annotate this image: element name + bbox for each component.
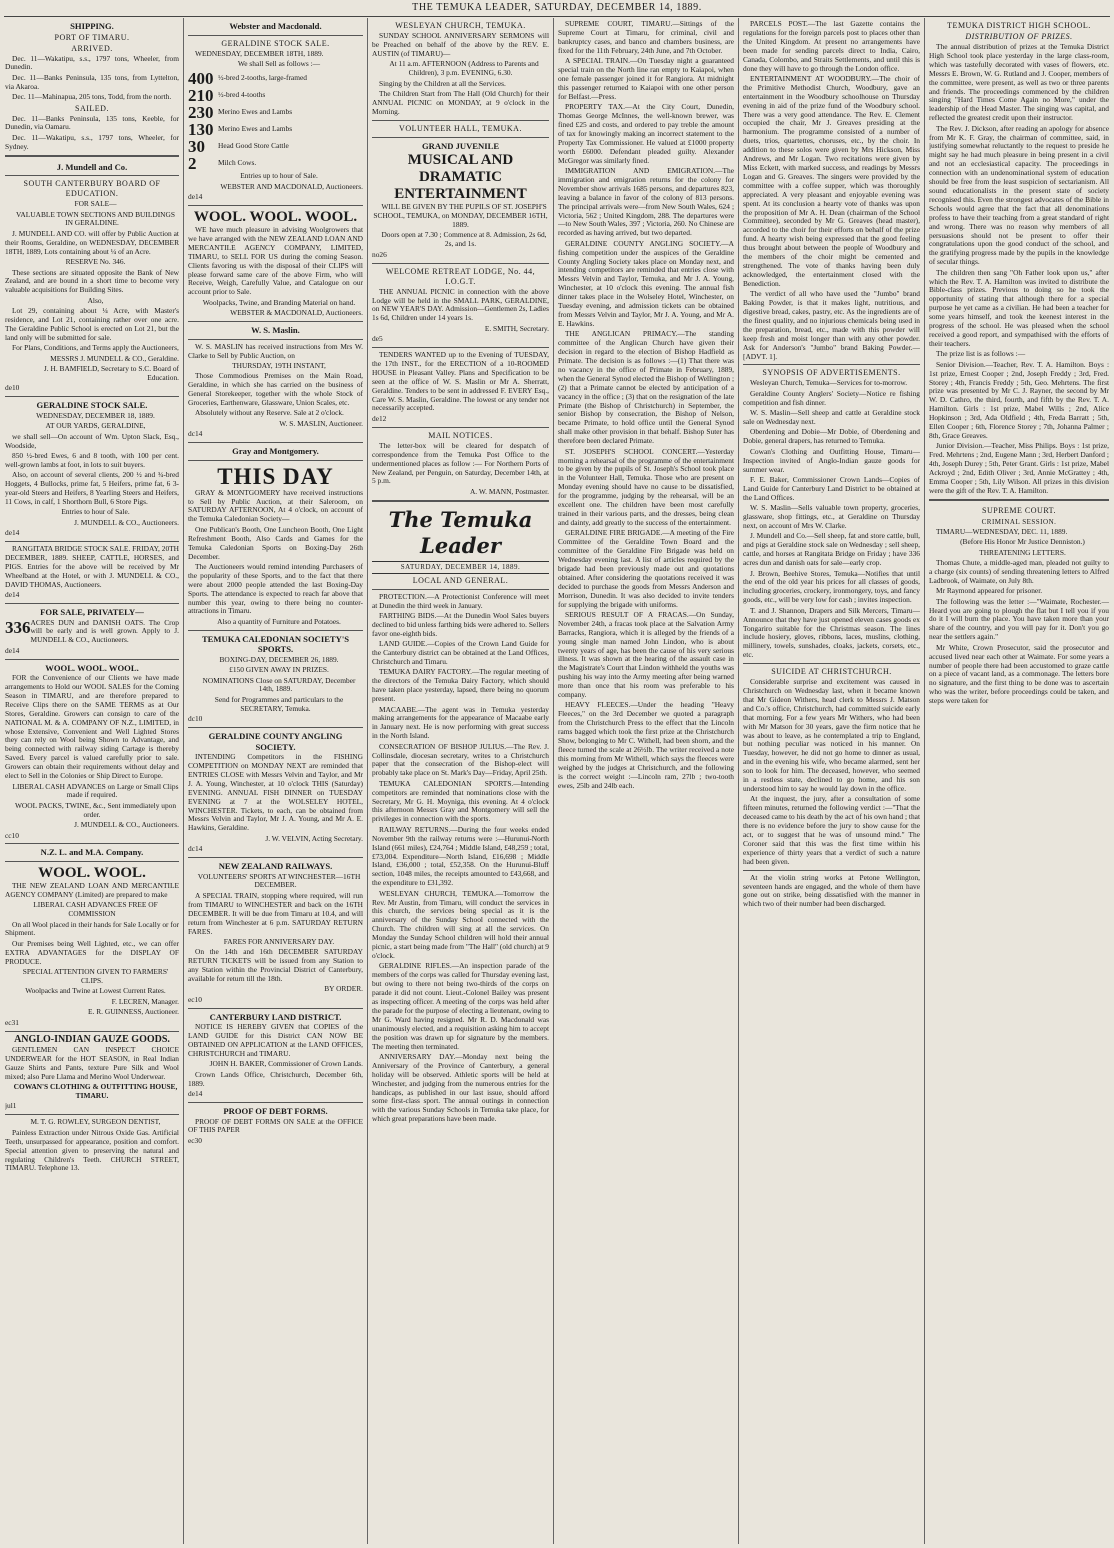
advertiser-heading: W. S. Maslin. bbox=[251, 325, 300, 336]
ad-text: A SPECIAL TRAIN, stopping where required, will run from TIMARU to WINCHESTER and back on the 16TH DECEMBER. It will be due from Timaru at 10.4, and will return from Winchester at 6 p.m. SATURDAY RETURN FARES. bbox=[188, 890, 363, 936]
synopsis-item: J. Mundell and Co.—Sell sheep, fat and store cattle, bull, and pigs at Geraldine stock sale on Wednesday ; sell sheep, cattle, and horses at Rangitata Bridge on Friday ; have 336 acres dun and danish oats for sale—early crop. bbox=[743, 531, 920, 568]
ad-text: WE have much pleasure in advising Woolgrowers that we have arranged with the NEW ZEALAND LOAN AND MERCANTILE AGENCY COMPANY, LIMITED, TIMARU, to SELL FOR US during the coming Season. Clients favoring us with the disposal of their CLIPS will please forward same care of the above Firm, who will Receive, Weigh, Carefully Value, and Catalogue on our account prior to Sale. bbox=[188, 225, 363, 297]
ad-line: SPECIAL ATTENTION GIVEN TO FARMERS' CLIPS. bbox=[22, 967, 169, 985]
divider bbox=[372, 347, 549, 348]
divider bbox=[188, 1102, 363, 1103]
column-rule bbox=[367, 18, 368, 1544]
issue-dateline: SATURDAY, DECEMBER 14, 1889. bbox=[372, 561, 549, 574]
divider bbox=[743, 364, 920, 365]
news-paragraph: The verdict of all who have used the "Jumbo" brand Baking Powder, is that it makes light, nutritious, and digestive bread, cakes, pastry, etc. As the ingredients are of the finest quality, and no injurious chemicals being used in the preparation, bread, etc., made with this powder will keep fresh and moist longer than with any other powder. Ask for Anderson's "Jumbo" brand Baking Powder.—[ADVT. 1]. bbox=[743, 289, 920, 361]
ad-heading: PROOF OF DEBT FORMS. bbox=[223, 1106, 328, 1116]
divider bbox=[5, 861, 179, 862]
ad-text: The Auctioneers would remind intending Purchasers of the popularity of these Sports, and to the fact that there were about 2000 people attended the last Boxing-Day Sports. The attendance is expected to reach far above that number this year, owing to there being no counter-attractions in Timaru. bbox=[188, 561, 363, 616]
ad-signature: J. H. BAMFIELD, Secretary to S.C. Board of Education. bbox=[43, 364, 179, 382]
ad-title: MUSICAL AND DRAMATIC ENTERTAINMENT bbox=[394, 152, 527, 203]
ad-line: Woolpacks, Twine, and Branding Material on hand. bbox=[202, 297, 356, 307]
ad-block bbox=[5, 619, 179, 647]
ad-line: FARES FOR ANNIVERSARY DAY. bbox=[223, 936, 335, 946]
ad-text: W. S. MASLIN has received instructions from Mrs W. Clarke to Sell by Public Auction, on bbox=[188, 341, 363, 360]
ad-line: RESERVE No. 346. bbox=[65, 257, 126, 267]
column-1 bbox=[5, 20, 179, 1544]
ad-text: The Children Start from The Hall (Old Church) for their ANNUAL PICNIC on MONDAY, at 9 o'clock in the Morning. bbox=[372, 88, 549, 116]
divider bbox=[5, 541, 179, 542]
section-heading: SYNOPSIS OF ADVERTISEMENTS. bbox=[762, 368, 901, 378]
ad-line: Also, bbox=[87, 295, 104, 305]
sailing: Dec. 11—Banks Peninsula, 135 tons, Keeble, for Dunedin, via Oamaru. bbox=[5, 113, 179, 132]
lot-quantity: 2 bbox=[188, 154, 197, 174]
case-heading: THREATENING LETTERS. bbox=[979, 547, 1066, 557]
lot-quantity: 30 bbox=[188, 137, 205, 157]
newspaper-nameplate: The Temuka Leader bbox=[388, 506, 533, 558]
ad-text: INTENDING Competitors in the FISHING COMPETITION on MONDAY NEXT are reminded that ENTRIES CLOSE with Messrs Velvin and Taylor, and Mr J. A. Young, Winchester, at 10 o'clock THIS (Saturday) EVENING. ANNUAL FISH DINNER on TUESDAY EVENING at 7 at the WOLSELEY HOTEL, WINCHESTER. Tickets, to each, can be obtained from Messrs Velvin and Taylor, Mr J. A. Young, and Mr A. E. Hawkins, Geraldine. bbox=[188, 752, 363, 833]
divider bbox=[372, 120, 549, 121]
ad-signature: BY ORDER. bbox=[324, 984, 363, 994]
news-paragraph: IMMIGRATION AND EMIGRATION.—The immigration and emigration returns for the colony for November show arrivals 1685 persons, and departures 823, leaving a balance in favor of the colony of 813 persons. The principal arrivals were—from New South Wales, 624 ; Victoria, 562 ; United Kingdom, 288. The departures were—to New South Wales, 397 ; Victoria, 260. No Chinese are recorded as having arrived, but two departed. bbox=[558, 166, 734, 238]
synopsis-item: Geraldine County Anglers' Society—Notice re fishing competition and fish dinner. bbox=[743, 388, 920, 407]
ad-code: de5 bbox=[372, 334, 383, 344]
arrival: Dec. 11—Mahinapua, 205 tons, Todd, from the north. bbox=[12, 92, 172, 102]
ad-heading: GERALDINE COUNTY ANGLING SOCIETY. bbox=[208, 731, 343, 752]
divider bbox=[188, 35, 363, 36]
ad-text: SUNDAY SCHOOL ANNIVERSARY SERMONS will be Preached on behalf of the above by the REV. E. AUSTIN (of TIMARU)— bbox=[372, 31, 549, 58]
ad-code: cc10 bbox=[5, 830, 19, 840]
ad-line: WEDNESDAY, DECEMBER 18, 1889. bbox=[36, 410, 155, 420]
ad-line: M. T. G. ROWLEY, SURGEON DENTIST, bbox=[30, 1117, 161, 1127]
ad-text: Painless Extraction under Nitrous Oxide Gas. Artificial Teeth, unsurpassed for appearance, position and comfort. Special attention given to preserving the natural and regulating Children's Teeth. CHURCH STREET, TIMARU. Telephone 13. bbox=[5, 1127, 179, 1173]
divider bbox=[929, 499, 1109, 503]
lot-description: Head Good Store Cattle bbox=[218, 141, 289, 151]
ad-heading: NEW ZEALAND RAILWAYS. bbox=[218, 861, 333, 872]
news-paragraph: A SPECIAL TRAIN.—On Tuesday night a guaranteed special train on the North line ran empty to Kaiapoi, when one female passenger joined it for Rangiora. At midnight this passenger returned to Kaiapoi with one other person for Belfast.—Press. bbox=[558, 56, 734, 101]
ad-code: dc14 bbox=[188, 429, 203, 439]
news-paragraph: FARTHING BIDS.—At the Dunedin Wool Sales buyers declined to bid unless farthing bids were adhered to. Sellers favor one-eighth bids. bbox=[372, 610, 549, 638]
ad-signature: WEBSTER AND MACDONALD, Auctioneers. bbox=[220, 181, 363, 191]
ad-line: FOR SALE— bbox=[74, 199, 117, 209]
ad-heading: TEMUKA CALEDONIAN SOCIETY'S SPORTS. bbox=[201, 633, 350, 655]
ad-code: de10 bbox=[5, 383, 20, 393]
court-date: TIMARU—WEDNESDAY, DEC. 11, 1889. bbox=[936, 526, 1068, 536]
divider bbox=[188, 339, 363, 340]
news-paragraph: Mr Raymond appeared for prisoner. bbox=[936, 586, 1043, 596]
lot-quantity: 400 bbox=[188, 69, 214, 89]
arrival: Dec. 11—Wakatipu, s.s., 1797 tons, Wheeler, from Dunedin. bbox=[5, 53, 179, 72]
ad-code: de14 bbox=[188, 192, 203, 202]
ad-text: On all Wool placed in their hands for Sale Locally or for Shipment. bbox=[5, 919, 179, 938]
ad-text: RANGITATA BRIDGE STOCK SALE. FRIDAY, 20TH DECEMBER, 1889. SHEEP, CATTLE, HORSES, and PIGS. Entries for the above will be received by Mr Wheelband at the Hotel, or with J. MUNDELL & CO., DAVID THOMAS, Auctioneers. bbox=[5, 544, 179, 589]
ad-text: NOTICE IS HEREBY GIVEN that COPIES of the LAND GUIDE for this District CAN NOW BE OBTAINED ON APPLICATION at the LAND OFFICES, CHRISTCHURCH and TIMARU. bbox=[188, 1022, 363, 1058]
advertiser-heading: Webster and Macdonald. bbox=[229, 21, 322, 31]
lot-row bbox=[188, 121, 363, 138]
ad-heading: FOR SALE, PRIVATELY— bbox=[40, 607, 144, 617]
divider bbox=[5, 1114, 179, 1115]
news-paragraph: ENTERTAINMENT AT WOODBURY.—The choir of the Primitive Methodist Church, Woodbury, gave an entertainment in the Woodbury schoolhouse on Thursday evening in aid of the prize fund of the Woodbury school. There was a very good attendance. The Rev. E. Clement occupied the chair, Mr J. Greaves presiding at the harmonium. The programme consisted of a number of duets, trios, quartettes, choruses, etc., by the choir. In addition to these solos were given by Mrs Hickson, Miss Andrews, and Mr Logan. Two recitations were given by Miss Eckett, with marked success, and readings by Messrs Logan and G. Greaves. The singers were provided by the committee with a coffee supper, which was thoroughly appreciated. A very pleasant and enjoyable evening was spent. At its conclusion a hearty vote of thanks was upon the proposition of Mr A. H. Dean (chairman of the School Committee), seconded by Mr G. Greaves (head master), accorded to the choir for their efforts on behalf of the prize fund. A hearty wish being expressed that the good feeling thus brought about between the people of Woodbury and the members of the choir might be cemented and strengthened. The vote of thanks having been duly acknowledged, the entertainment closed with the Benediction. bbox=[743, 73, 920, 288]
synopsis-item: Cowan's Clothing and Outfitting House, Timaru—Inspection invited of Anglo-Indian gauze goods for summer wear. bbox=[743, 446, 920, 474]
lot-quantity: 130 bbox=[188, 120, 214, 140]
section-heading: LOCAL AND GENERAL. bbox=[412, 575, 509, 585]
section-heading: SUPREME COURT. bbox=[982, 505, 1056, 515]
court-note: (Before His Honor Mr Justice Denniston.) bbox=[960, 537, 1085, 547]
column-4 bbox=[558, 20, 734, 1544]
ad-text: Lot 29, containing about ¼ Acre, with Master's residence, and Lot 21, containing rather over one acre. The Geraldine Public School is erected on Lot 21, but the land only will be submitted for sale. bbox=[5, 306, 179, 342]
arrival: Dec. 11—Banks Peninsula, 135 tons, from Lyttelton, via Akaroa. bbox=[5, 72, 179, 91]
news-paragraph: MACAABE.—The agent was in Temuka yesterday making arrangements for the appearance of Macaabe early in January next. He is now performing with great success in the North Island. bbox=[372, 704, 549, 741]
ad-text: ACRES DUN and DANISH OATS. The Crop will be early and is well grown. Apply to J. MUNDELL & CO., Auctioneers. bbox=[30, 617, 179, 645]
column-rule bbox=[738, 18, 739, 1544]
ad-heading: WELCOME RETREAT LODGE, No. 44, I.O.G.T. bbox=[385, 266, 536, 286]
news-paragraph: The children then sang "Oh Father look upon us," after which the Rev. T. A. Hamilton was invited to distribute the Bible-class prizes. Previous to doing so he took the opportunity of stating that although there for a special purpose he yet came as a civilian. He had been a teacher for some years himself, and took the keenest interest in the progress of the school. He was pleased when the school received a good report, and sympathised with the efforts of their teachers. bbox=[929, 267, 1109, 348]
ad-text: For Plans, Conditions, and Terms apply the Auctioneers, bbox=[12, 343, 179, 353]
news-paragraph: Considerable surprise and excitement was caused in Christchurch on Wednesday last, when it became known that Mr Gideon Withers, head clerk to Messrs J. Matson and Co.'s office, Christchurch, had committed suicide early that morning. For a few years Mr Withers, who had been with Mr Matson for 30 years, gave the firm notice that he was about to leave, as he contemplated a trip to England, but nothing peculiar was noticed in his manner. On Tuesday, however, he did not go home to dinner as usual, and in the evening his wife, who became alarmed, sent her son to look for him. The deceased, however, who seemed in a restless state, declined to go home, and his son understood him to say he would lay down in the office. bbox=[743, 677, 920, 793]
lot-list bbox=[188, 70, 363, 172]
news-paragraph: TEMUKA CALEDONIAN SPORTS.—Intending competitors are reminded that nominations close with the Secretary, Mr G. H. Moyniga, this evening. At 4 o'clock this afternoon Messrs Gray and Montgomery will sell the privileges in connection with the sports. bbox=[372, 778, 549, 824]
prize-list-entry: Junior Division.—Teacher, Miss Philips. Boys : 1st prize, Fred. Mehrtens ; 2nd, Eugene Mann ; 3rd, Herbert Danford ; 4th, Joseph Durey ; 5th, Peter Grant. Girls : 1st prize, Mabel Ackroyd ; 2nd, Edith Oliver ; 3rd, Annie McGrattey ; 4th, Emma Cooper ; 5th, Lily Wilson. All prizes in this division were the gift of the Rev. T. A. Hamilton. bbox=[929, 441, 1109, 495]
divider bbox=[372, 500, 549, 504]
prize-list-entry: Senior Division.—Teacher, Rev. T. A. Hamilton. Boys : 1st prize, Ernest Cooper ; 2nd, Joseph Freddy ; 3rd, Fred. Storey ; 4th, Francis Freddy ; 5th, Geo. Mehrtens. The first prize was presented by Mr C. J. Rayner, the second by Mr W. D. Cathro, the third, fourth, and fifth by the Rev. T. A. Hamilton. Girls : 1st prize, Mabel Wills ; 2nd, Alice Hopkinson ; 3rd, Ada Oldfield ; 4th, Freda Barratt ; 5th, Ellen Cooper ; 6th, Florence Storey ; 7th, Johanna Palmer ; 8th, Grace Greaves. bbox=[929, 359, 1109, 440]
ad-heading: WOOL. WOOL. WOOL. bbox=[45, 662, 139, 673]
lot-description: ½-bred 2-tooths, large-framed bbox=[218, 73, 307, 83]
ad-line: LIBERAL CASH ADVANCES FREE OF COMMISSION bbox=[33, 900, 158, 919]
sailing: Dec. 11—Wakatipu, s.s., 1797 tons, Wheeler, for Sydney. bbox=[5, 132, 179, 151]
news-paragraph: At the inquest, the jury, after a consultation of some fifteen minutes, returned the following verdict :—"That the deceased came to his death by the act of his own hand ; that there is no evidence before the jury to show cause for the act, or to suggest that he was of unsound mind." The Coroner said that this was the first time within his experience of thirty years that a verdict of such a nature had been given. bbox=[743, 794, 920, 866]
ad-signature: JOHN H. BAKER, Commissioner of Crown Lands. bbox=[209, 1059, 363, 1069]
sailed-heading: SAILED. bbox=[75, 103, 109, 113]
lot-row bbox=[188, 138, 363, 155]
ad-heading: GERALDINE STOCK SALE. bbox=[36, 400, 148, 411]
ad-line: VOLUNTEERS' SPORTS AT WINCHESTER—16TH DECEMBER. bbox=[197, 871, 361, 890]
ad-signature: J. W. VELVIN, Acting Secretary. bbox=[265, 833, 363, 843]
ad-code: ec10 bbox=[188, 994, 202, 1004]
lot-row bbox=[188, 70, 363, 87]
ad-heading: CANTERBURY LAND DISTRICT. bbox=[209, 1011, 342, 1022]
news-paragraph: RAILWAY RETURNS.—During the four weeks ended November 9th the railway returns were :—Hurunui-North Island (661 miles), £24,764 ; Middle Island, £48,259 ; total, £73,004. Expenditure—North Island, £16,698 ; Middle Island, £36,000 ; total, £52,358. On the Hurunui-Bluff section, 1048 miles, the receipts amounted to £43,668, and the expenditure to £31,392. bbox=[372, 824, 549, 888]
ad-code: de14 bbox=[188, 1089, 203, 1099]
ad-text: One Publican's Booth, One Luncheon Booth, One Light Refreshment Booth, Also Cards and Games for the Temuka Caledonian Sports on Boxing-Day 26th December. bbox=[188, 524, 363, 561]
lot-description: Merino Ewes and Lambs bbox=[218, 124, 293, 134]
advertiser-heading: N.Z. L. and M.A. Company. bbox=[40, 847, 144, 858]
divider bbox=[372, 427, 549, 428]
news-paragraph: Thomas Chute, a middle-aged man, pleaded not guilty to a charge (six counts) of sending threatening letters to Alfred Ladbrook, of Waimate, on July 8th. bbox=[929, 558, 1109, 585]
ad-signature: W. S. MASLIN, Auctioneer. bbox=[279, 418, 363, 428]
ad-signature: J. MUNDELL & CO., Auctioneers. bbox=[74, 517, 179, 527]
news-paragraph: THE ANGLICAN PRIMACY.—The standing committee of the Anglican Church have given their decision in regard to the election of Bishop Hadfield as Primate. The decision is as follows :—(1) That there was no vacancy in the office of Primate in February, 1889, when the General Synod elected the Bishop of Wellington ; (2) that a Primate cannot be elected by anticipation of a vacancy in the office ; (3) that on the resignation of the late Primate (the Bishop of Christchurch) in September, the senior Bishop by consecration, the Bishop of Nelson, became Primate, to hold office until the General Synod shall make other provision in that behalf. Bishop Suter has therefore been declared Primate. bbox=[558, 329, 734, 446]
ad-heading: WOOL. WOOL. bbox=[38, 864, 146, 881]
ad-heading: THIS DAY bbox=[217, 463, 334, 489]
divider bbox=[5, 175, 179, 176]
ad-text: Our Premises being Well Lighted, etc., we can offer EXTRA ADVANTAGES for the DISPLAY OF PRODUCE. bbox=[5, 938, 179, 966]
news-paragraph: PARCELS POST.—The last Gazette contains the regulations for the foreign parcels post to places other than the United Kingdom. At present no arrangements have been made for sending parcels direct to India, Cairo, Canada, Colombo, and Straits Settlements, and until this is done they will have to go through the London office. bbox=[743, 20, 920, 73]
ad-line: THURSDAY, 19TH INSTANT, bbox=[232, 360, 326, 370]
ad-heading: WOOL. WOOL. WOOL. bbox=[193, 209, 358, 226]
ad-heading: MAIL NOTICES. bbox=[428, 430, 493, 440]
lot-row bbox=[188, 104, 363, 121]
news-paragraph: GERALDINE COUNTY ANGLING SOCIETY.—A fishing competition under the auspices of the Geraldine County Angling Society takes place on Monday next, and intending competitors are reminded that entries close with Messrs Velvin and Taylor, Temuka, and Mr J. A. Young, Winchester, at 10 o'clock this evening. The annual fish dinner takes place in the Wolseley Hotel, Winchester, on Tuesday evening, and admission tickets can be obtained from Messrs Velvin and Taylor, Mr J. A. Young, and Mr A. E. Hawkins. bbox=[558, 238, 734, 328]
ad-text: Absolutely without any Reserve. Sale at 2 o'clock. bbox=[195, 408, 344, 418]
ad-text: WEDNESDAY, DECEMBER 18TH, 1889. bbox=[195, 48, 324, 58]
ad-line: Send for Programmes and particulars to the SECRETARY, Temuka. bbox=[214, 694, 344, 713]
ad-text: THE NEW ZEALAND LOAN AND MERCANTILE AGENCY COMPANY (Limited) are prepared to make bbox=[5, 880, 179, 899]
section-subheading: DISTRIBUTION OF PRIZES. bbox=[965, 32, 1073, 41]
ad-line: Also a quantity of Furniture and Potatoes. bbox=[217, 616, 341, 626]
ad-signature: J. MUNDELL & CO., Auctioneers. bbox=[74, 820, 179, 830]
ad-text: The letter-box will be cleared for despatch of correspondence from the Temuka Post Office to the undermentioned places as follow :— For Northern Ports of New Zealand, per Penguin, on Saturday, December 14th, at 5 p.m. bbox=[372, 440, 549, 486]
ad-text: Also, on account of several clients, 200 ½ and ¾-bred Hoggets, 4 Bullocks, prime fat, 5 Heifers, prime fat, 6 3-year-old Steers and Heifers, 8 Yearling Steers and Heifers, 11 Cows, in calf, 1 Shorthorn Bull, 6 Store Pigs. bbox=[5, 470, 179, 506]
ad-line: COWAN'S CLOTHING & OUTFITTING HOUSE, TIMARU. bbox=[13, 1082, 178, 1101]
advertiser-heading: Gray and Montgomery. bbox=[232, 446, 319, 457]
ad-line: Entries up to hour of Sale. bbox=[240, 171, 318, 181]
ad-line: WILL BE GIVEN BY THE PUPILS OF ST. JOSEPH'S SCHOOL, TEMUKA, on MONDAY, DECEMBER 16TH, 1889. bbox=[373, 202, 548, 229]
ad-signature: A. W. MANN, Postmaster. bbox=[469, 486, 549, 496]
section-heading: SUICIDE AT CHRISTCHURCH. bbox=[771, 667, 892, 677]
ad-text: 850 ½-bred Ewes, 6 and 8 tooth, with 100 per cent. well-grown lambs at foot, in lots to suit buyers. bbox=[5, 450, 179, 469]
advertiser-heading: J. Mundell and Co. bbox=[56, 161, 128, 172]
arrived-heading: ARRIVED. bbox=[71, 43, 113, 53]
ad-heading: WESLEYAN CHURCH, TEMUKA. bbox=[395, 21, 526, 30]
divider bbox=[5, 396, 179, 397]
ad-heading: ANGLO-INDIAN GAUZE GOODS. bbox=[14, 1033, 170, 1045]
divider bbox=[188, 460, 363, 461]
news-paragraph: SUPREME COURT, TIMARU.—Sittings of the Supreme Court at Timaru, for criminal, civil and bankruptcy cases, and banco and chambers business, are fixed for the 11th February, 24th June, and 7th October. bbox=[558, 20, 734, 55]
ad-heading: GRAND JUVENILE bbox=[421, 140, 500, 151]
divider bbox=[372, 589, 549, 590]
ad-line: LIBERAL CASH ADVANCES on Large or Small Clips made if required. bbox=[12, 781, 179, 800]
ad-line: Woolpacks and Twine at Lowest Current Rates. bbox=[25, 986, 166, 996]
ad-code: jul1 bbox=[5, 1101, 17, 1111]
synopsis-item: F. E. Baker, Commissioner Crown Lands—Copies of Land Guide for Canterbury Land District to be obtained at the Land Offices. bbox=[743, 475, 920, 502]
board-heading: SOUTH CANTERBURY BOARD OF EDUCATION. bbox=[23, 179, 161, 199]
ad-signature: E. R. GUINNESS, Auctioneer. bbox=[88, 1007, 179, 1017]
ad-code: de12 bbox=[372, 413, 387, 423]
divider bbox=[372, 137, 549, 138]
ad-line: AT OUR YARDS, GERALDINE, bbox=[45, 421, 146, 431]
divider bbox=[188, 857, 363, 858]
divider bbox=[5, 659, 179, 660]
column-rule bbox=[183, 18, 184, 1544]
ad-text: Those Commodious Premises on the Main Road, Geraldine, in which she has carried on the business of General Storekeeper, together with the whole Stock of Groceries, Earthenware, Glassware, Union Scales, etc. bbox=[188, 371, 363, 408]
lot-quantity: 230 bbox=[188, 103, 214, 123]
news-paragraph: At the violin string works at Petone Wellington, seventeen hands are engaged, and the whole of them have gone out on strike, being dissatisfied with the manner in which two of their number had been discharged. bbox=[743, 872, 920, 909]
synopsis-item: Wesleyan Church, Temuka—Services for to-morrow. bbox=[750, 378, 908, 388]
ad-heading: VOLUNTEER HALL, TEMUKA. bbox=[399, 123, 522, 133]
ad-line: Entries to hour of Sale. bbox=[61, 507, 130, 517]
news-paragraph: CONSECRATION OF BISHOP JULIUS.—The Rev. J. Collinsdale, diocesan secretary, writes to a Christchurch paper that the consecration of the Bishop-elect will probably take place on St. Mark's Day—Friday, April 25th. bbox=[372, 741, 549, 778]
ad-number: 336 bbox=[5, 617, 31, 637]
ad-line: NOMINATIONS Close on SATURDAY, December 14th, 1889. bbox=[202, 675, 356, 694]
ad-line: Doors open at 7.30 ; Commence at 8. Admission, 2s 6d, 2s, and 1s. bbox=[381, 230, 547, 249]
divider bbox=[743, 663, 920, 664]
ad-line: We shall Sell as follows :— bbox=[237, 58, 321, 68]
divider bbox=[5, 603, 179, 604]
synopsis-item: T. and J. Shannon, Drapers and Silk Mercers, Timaru—Announce that they have just opened eleven cases goods ex Tongariro suitable for the Christmas season. The lines include hosiery, gloves, ribbons, laces, muslins, clothing, millinery, towels, sunshades, cloaks, jackets, corsets, etc., etc. bbox=[743, 605, 920, 660]
ad-code: ec30 bbox=[188, 1135, 202, 1145]
ad-signature: E. SMITH, Secretary. bbox=[484, 323, 549, 333]
ad-text: Crown Lands Office, Christchurch, December 6th, 1889. bbox=[188, 1069, 363, 1088]
section-heading: TEMUKA DISTRICT HIGH SCHOOL. bbox=[947, 21, 1091, 30]
ad-signature: F. LECREN, Manager. bbox=[111, 996, 179, 1006]
lot-row bbox=[188, 155, 363, 172]
news-paragraph: Mr White, Crown Prosecutor, said the prosecutor and accused lived near each other at Waimate. For some years a number of people there had been accustomed to graze cattle on a piece of vacant land, as a commonage. The letters bore no signature, and the first thing to be done was to ascertain who was the writer, before proceedings could be taken, and steps were taken for bbox=[929, 642, 1109, 706]
ad-text: Singing by the Children at all the Services. bbox=[379, 78, 506, 88]
synopsis-item: Oberdening and Dobie—Mr Dobie, of Oberdening and Dobie, general drapers, has returned to Temuka. bbox=[743, 427, 920, 446]
divider bbox=[5, 155, 179, 159]
ad-text: TENDERS WANTED up to the Evening of TUESDAY, the 17th INST., for the ERECTION of a 10-ROOMED HOUSE in Pleasant Valley. Plans and Specification to be seen at the office of W. S. Maslin or Mr A. Sherratt, Geraldine. Tenders to be sent in addressed F. EVERY Esq., Care W. S. Maslin, Geraldine. The lowest or any tender not necessarily accepted. bbox=[372, 350, 549, 413]
column-rule bbox=[924, 18, 925, 1544]
news-paragraph: The Rev. J. Dickson, after reading an apology for absence from Mr K. F. Gray, the chairman of committee, said, in justifying somewhat reluctantly to the request to preside he might say he had much pleasure in being present in a civil and not an ecclesiastical capacity. The proceedings in connection with an undenominational system of education should be free from the least suspicion of sectarianism. All sound educationalists in the present state of society recognised this. Even the strongest advocates of the Bible in Schools would agree that the fact that all denominations profess to have their teaching from a great standard of right and wrong. There was no reason why members of all persuasions should not be present to offer their congratulations upon the good conduct of the school, and the gratifying progress made by the pupils in the knowledge of secular things. bbox=[929, 123, 1109, 267]
synopsis-item: W. S. Maslin—Sell sheep and cattle at Geraldine stock sale on Wednesday next. bbox=[743, 408, 920, 427]
ad-code: dc10 bbox=[188, 714, 203, 724]
divider bbox=[372, 263, 549, 264]
lot-quantity: 210 bbox=[188, 86, 214, 106]
ad-line: VALUABLE TOWN SECTIONS AND BUILDINGS IN GERALDINE. bbox=[16, 209, 175, 228]
ad-line: WOOL PACKS, TWINE, &c., Sent immediately upon order. bbox=[14, 800, 177, 819]
ad-text: GRAY & MONTGOMERY have received instructions to Sell by Public Auction, at their Saleroom, on SATURDAY AFTERNOON, At 4 o'clock, on account of the Temuka Caledonian Society— bbox=[188, 487, 363, 524]
news-paragraph: The prize list is as follows :— bbox=[936, 349, 1026, 359]
news-paragraph: GERALDINE RIFLES.—An inspection parade of the members of the corps was called for Thursday evening last, but owing to there not being two-thirds of the corps on parade it did not count. Lieut.-Colonel Bailey was present as inspecting officer. A meeting of the corps was held after the parade for the purpose of electing a lieutenant, owing to Mr G. Ward having resigned. Mr R. D. Macdonald was unanimously elected, and a requisition asking him to accept the position was drawn up for signature by the members. The meeting then terminated. bbox=[372, 961, 549, 1051]
news-paragraph: ST. JOSEPH'S SCHOOL CONCERT.—Yesterday morning a rehearsal of the programme of the entertainment to be given by the pupils of St. Joseph's School took place in the Volunteer Hall, Temuka. Those who are present on Monday evening should have no cause to be dissatisfied, for the programme, judging by the rehearsal, will be an excellent one. The children have been most carefully trained in their various parts, and the dresses, being clean and dainty, add greatly to the success of the entertainment. bbox=[558, 446, 734, 527]
divider bbox=[188, 630, 363, 631]
news-paragraph: PROTECTION.—A Protectionist Conference will meet at Dunedin the third week in January. bbox=[372, 591, 549, 610]
lot-description: Milch Cows. bbox=[218, 158, 257, 168]
column-rule bbox=[553, 18, 554, 1544]
ad-code: no26 bbox=[372, 249, 387, 259]
ad-text: we shall sell—On account of Wm. Upton Slack, Esq., Woodside, bbox=[5, 431, 179, 450]
news-paragraph: WESLEYAN CHURCH, TEMUKA.—Tomorrow the Rev. Mr Austin, from Timaru, will conduct the services in this church, the services being special as it is the anniversary of the Sunday School connected with the Church. The children will sing at all the services. On Monday the Sunday School children will hold their annual picnic, a start being made from "The Hall" (old church) at 9 o'clock. bbox=[372, 888, 549, 960]
column-6 bbox=[929, 20, 1109, 1544]
lot-description: Merino Ewes and Lambs bbox=[218, 107, 293, 117]
shipping-heading: SHIPPING. bbox=[70, 21, 114, 31]
column-3 bbox=[372, 20, 549, 1544]
ad-heading: GERALDINE STOCK SALE. bbox=[221, 38, 330, 48]
column-2 bbox=[188, 20, 363, 1544]
synopsis-item: J. Brown, Beehive Stores, Temuka—Notifies that until the end of the old year his prices for all classes of goods, including groceries, crockery, ironmongery, toys, and fancy goods, etc., will be very low for cash ; invites inspection. bbox=[743, 568, 920, 605]
divider bbox=[743, 870, 920, 871]
news-paragraph: TEMUKA DAIRY FACTORY.—The regular meeting of the directors of the Temuka Dairy Factory, which should have taken place yesterday, lapsed, there being no quorum present. bbox=[372, 667, 549, 704]
news-paragraph: PROPERTY TAX.—At the City Court, Dunedin, Thomas George McInnes, the well-known brewer, was fined £25 and costs, and ordered to pay treble the amount of tax for knowingly making an incorrect statement to the Property Tax Commissioner. He valued at £1000 property worth £6000. Defendant pleaded guilty. Alexander McGregor was similarly fined. bbox=[558, 102, 734, 165]
ad-text: THE ANNUAL PICNIC in connection with the above Lodge will be held in the SMALL PARK, GERALDINE, on NEW YEAR'S DAY. Admission—Gentlemen 2s, Ladies 1s 6d, Children under 14 years 1s. bbox=[372, 286, 549, 323]
news-paragraph: The following was the letter :—"Waimate, Rochester.—Heard you are going to plough the flat but I tell you if you do it I will burn the place. You have taken more than your share of the country, and you will pay for it. Don't you go near the settlers again." bbox=[929, 596, 1109, 642]
ad-signature: WEBSTER & MACDONALD, Auctioneers. bbox=[230, 308, 363, 318]
ad-text: J. MUNDELL AND CO. will offer by Public Auction at their Rooms, Geraldine, on WEDNESDAY, DECEMBER 18TH, 1889, Lots containing about ¼ of an Acre. bbox=[5, 228, 179, 256]
ad-line: BOXING-DAY, DECEMBER 26, 1889. bbox=[219, 654, 339, 664]
column-5 bbox=[743, 20, 920, 1544]
ad-text: These sections are situated opposite the Bank of New Zealand, and are bound in a short time to become very valuable acquisitions for Building Sites. bbox=[5, 267, 179, 295]
ad-text: FOR the Convenience of our Clients we have made arrangements to Hold our WOOL SALES for the Coming Season in TIMARU, and are therefore prepared to Receive Clips there on the SAME TERMS as at Our Stores, Geraldine. Growers can consign to care of the NATIONAL M. & A. COMPANY OF N.Z., LIMITED, in whose Extensive, Convenient and Well Lighted Stores they can rely on Wool being Shown to Advantage, and being connected with railway siding Cartage is thereby Saved. Every parcel is valued carefully prior to sale. Growers can obtain their requirements without delay and elect to Sell in the Colonies or Ship Direct to Europe. bbox=[5, 673, 179, 781]
news-paragraph: GERALDINE FIRE BRIGADE.—A meeting of the Fire Committee of the Geraldine Town Board and the committee of the Geraldine Fire Brigade was held on Wednesday evening last. A list of articles required by the brigade had been previously made out and quotations obtained. After considering the quotations received it was decided to purchase the goods from Messrs Anderson and Morrison, Dunedin. It was also decided to invite tenders for supplying the brigade with uniforms. bbox=[558, 528, 734, 609]
ad-code: ec31 bbox=[5, 1017, 19, 1027]
lot-row bbox=[188, 87, 363, 104]
section-subheading: CRIMINAL SESSION. bbox=[981, 517, 1057, 526]
ad-signature: MESSRS J. MUNDELL & CO., Geraldine. bbox=[50, 353, 179, 363]
news-paragraph: LAND GUIDE.—Copies of the Crown Land Guide for the Canterbury district can be obtained at the Land Offices, Christchurch and Timaru. bbox=[372, 639, 549, 666]
ad-code: de14 bbox=[5, 528, 20, 538]
masthead-rule bbox=[4, 16, 1110, 17]
ad-text: GENTLEMEN CAN INSPECT CHOICE UNDERWEAR for the HOT SEASON, in Real Indian Gauze Shirts and Pants, texture Pure Silk and Wool mixed; also Pure Llama and Merino Wool Underwear. bbox=[5, 1045, 179, 1081]
divider bbox=[188, 1008, 363, 1009]
divider bbox=[188, 727, 363, 728]
divider bbox=[188, 205, 363, 206]
ad-code: de14 bbox=[5, 590, 20, 600]
ad-code: de14 bbox=[5, 645, 20, 655]
divider bbox=[188, 442, 363, 443]
ad-line: At 11 a.m. AFTERNOON (Address to Parents and Children), 3 p.m. EVENING, 6.30. bbox=[389, 59, 539, 78]
news-paragraph: ANNIVERSARY DAY.—Monday next being the Anniversary of the Province of Canterbury, a general holiday will be observed. Athletic sports will be held at Winchester, and judging from the numerous entries for the handicaps, as published in our last issue, should afford some first-class sport. The annual outings in connection with the various Sunday Schools in Temuka take place, for which great preparations have been made. bbox=[372, 1051, 549, 1124]
news-paragraph: The annual distribution of prizes at the Temuka District High School took place yesterday in the large class-room, which was tastefully decorated with vases of flowers, etc. Messrs E. Brown, W. G. Rutland and J. Cooper, members of the committee, were present, as well as two or three parents and friends. The proceedings commenced by the children singing "Hard Times Come Again no More," under the leadership of the Head Master. The singing was capital, and reflected the greatest credit upon their instructor. bbox=[929, 42, 1109, 123]
ad-text: On the 14th and 16th DECEMBER SATURDAY RETURN TICKETS will be issued from any Station to any Station within the Provincial District of Canterbury, available for return till the 18th. bbox=[188, 947, 363, 984]
ad-line: £150 GIVEN AWAY IN PRIZES. bbox=[229, 665, 329, 675]
news-paragraph: SERIOUS RESULT OF A FRACAS.—On Sunday, November 24th, a fracas took place at the Salvation Army Barracks, Rangiora, which it is alleged by the friends of a young single man named John Lindon, who is about twenty years of age, has been the cause of his very serious illness. It was shown at the hearing of the assault case in the Magistrate's Court that Lindon withheld the youths was pushing his way into the Army meeting after being warned more than once that his room was preferable to his company. bbox=[558, 609, 734, 700]
divider bbox=[5, 1031, 179, 1032]
port-heading: PORT OF TIMARU. bbox=[54, 32, 130, 42]
lot-description: ½-bred 4-tooths bbox=[218, 90, 266, 100]
news-paragraph: HEAVY FLEECES.—Under the heading "Heavy Fleeces," on the 3rd December we quoted a paragraph from the Christchurch Press to the effect that the Lincoln rams bagged which took the first prize at the Christchurch Show, belonging to Mr C. Withell, had been shorn, and the fleece turned the scale at 26½lb. The writer received a note this morning from Mr Withell, which says the fleeces were weighed by the judges at Christchurch, and the following is the correct weight :—Lincoln ram, 27lb ; two-tooth ewes, 25lb and 24lb each. bbox=[558, 700, 734, 790]
divider bbox=[188, 321, 363, 322]
page-masthead: THE TEMUKA LEADER, SATURDAY, DECEMBER 14, 1889. bbox=[412, 2, 702, 13]
ad-text: PROOF OF DEBT FORMS ON SALE at the OFFICE OF THIS PAPER bbox=[188, 1116, 363, 1135]
ad-code: dc14 bbox=[188, 844, 203, 854]
synopsis-item: W. S. Maslin—Sells valuable town property, groceries, glassware, shop fittings, etc., at Geraldine on Thursday next, on account of Mrs W. Clarke. bbox=[743, 503, 920, 531]
divider bbox=[5, 843, 179, 844]
